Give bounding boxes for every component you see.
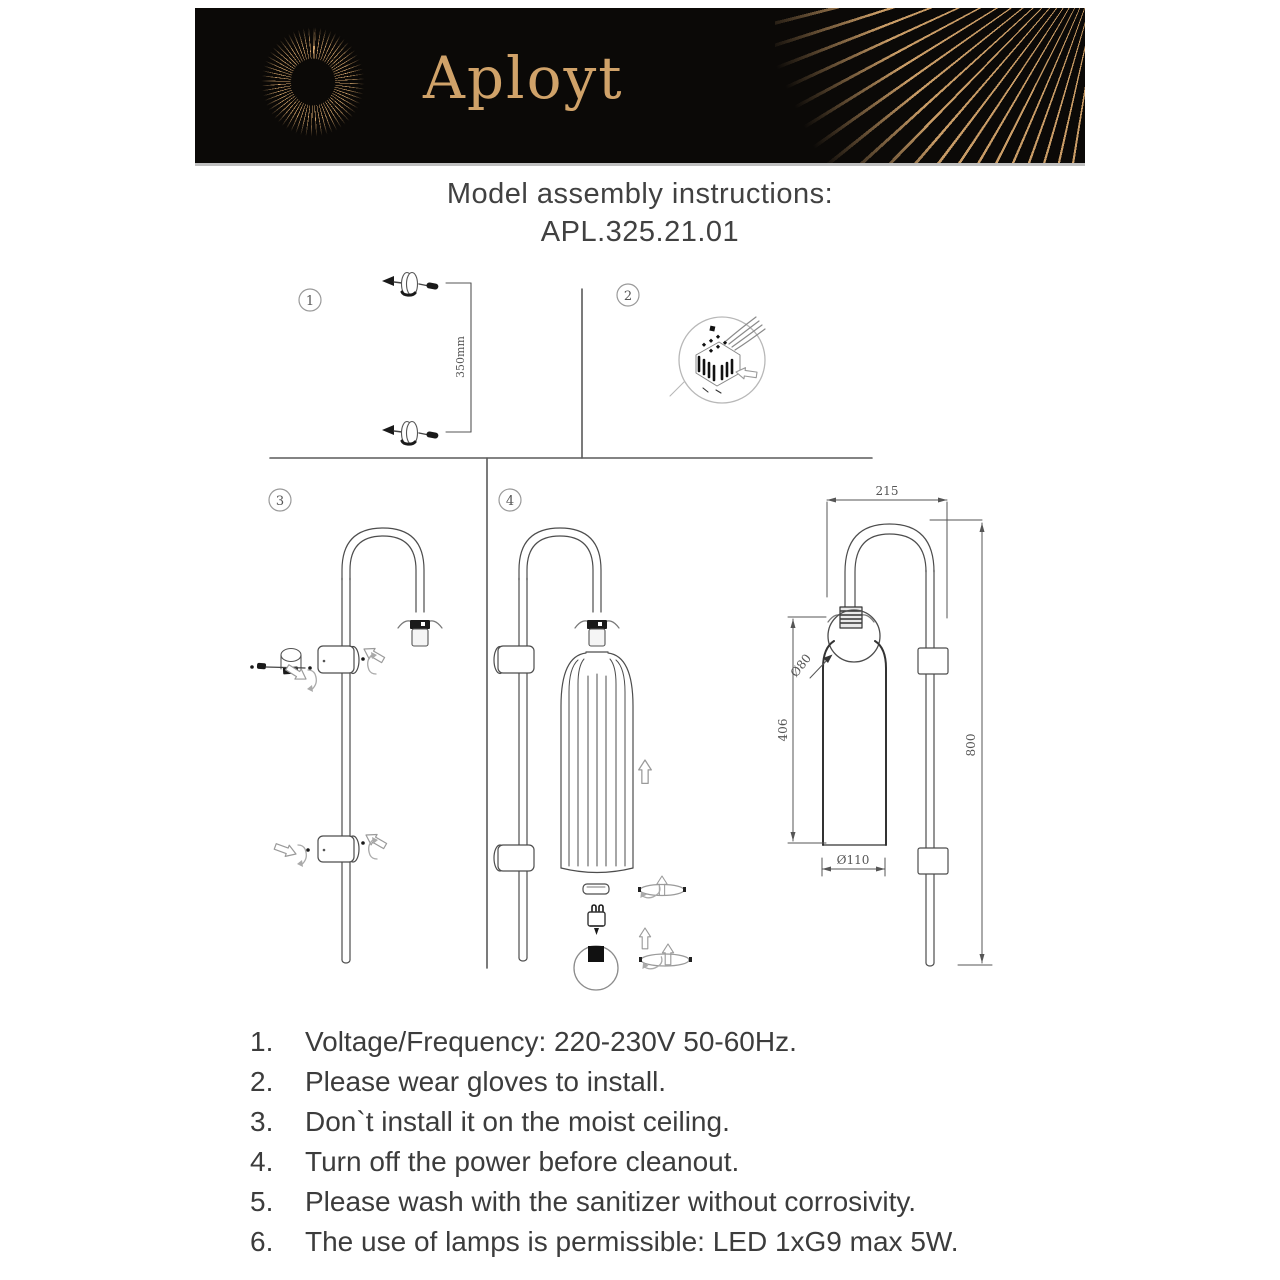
wires [726, 317, 765, 350]
dimension-figure [776, 484, 992, 966]
height-dimension [930, 520, 992, 965]
list-item [250, 1022, 1090, 1062]
instructions-list [250, 1022, 1090, 1262]
lower-bracket [318, 836, 359, 862]
pole-brackets [494, 646, 534, 871]
model-number: APL.325.21.01 [540, 216, 740, 248]
g9-bulb [588, 905, 605, 935]
upper-bracket [250, 646, 359, 674]
item-number: 1. [250, 1026, 274, 1057]
retaining-ring [583, 884, 609, 894]
fluted-shade [561, 652, 633, 873]
item-number: 4. [250, 1146, 274, 1177]
step1-anchors-figure [299, 273, 471, 445]
item-text: Voltage/Frequency: 220-230V 50-60Hz. [305, 1026, 797, 1057]
pole [519, 528, 601, 961]
item-number: 2. [250, 1066, 274, 1097]
item-number: 3. [250, 1106, 274, 1137]
ball-diameter-label: Ø80 [787, 651, 815, 680]
anchor-bottom [382, 422, 439, 445]
terminal-block [696, 335, 740, 386]
step2-label: 2 [623, 289, 633, 304]
list-item [250, 1222, 1090, 1262]
lamp-socket [398, 620, 442, 646]
width-label: 215 [875, 484, 899, 498]
pole [845, 524, 934, 966]
section-dividers [270, 289, 872, 968]
page-title: Model assembly instructions: [446, 178, 834, 210]
item-text: Don`t install it on the moist ceiling. [305, 1106, 730, 1137]
item-number: 6. [250, 1226, 274, 1257]
height-label: 800 [964, 733, 978, 757]
item-text: Please wash with the sanitizer without corrosivity. [305, 1186, 917, 1217]
wire-clamp-dot [709, 326, 715, 332]
step3-label: 3 [275, 494, 285, 509]
item-text: The use of lamps is permissible: LED 1xG9 max 5W. [305, 1226, 959, 1257]
shade-height-label: 406 [776, 718, 790, 742]
pole-brackets [918, 648, 948, 874]
item-number: 5. [250, 1186, 274, 1217]
list-item [250, 1182, 1090, 1222]
list-item [250, 1142, 1090, 1182]
step1-label: 1 [305, 294, 315, 309]
screw-ticks [703, 388, 721, 393]
anchor-top [382, 273, 439, 296]
item-text: Please wear gloves to install. [305, 1066, 667, 1097]
lamp-socket [575, 620, 619, 646]
glass-ball [574, 946, 618, 990]
assembly-arrows [638, 760, 692, 972]
step4-shade-figure [494, 489, 692, 990]
pole [342, 528, 424, 963]
shade-diameter-label: Ø110 [836, 853, 870, 867]
step4-label: 4 [505, 494, 515, 509]
mount-spacing-label: 350mm [454, 336, 467, 378]
list-item [250, 1062, 1090, 1102]
item-text: Turn off the power before cleanout. [305, 1146, 740, 1177]
shade-outline [823, 641, 886, 845]
brand-name: Aployt [423, 44, 624, 112]
step3-pole-figure [250, 489, 442, 963]
shade-height-dimension [788, 617, 826, 843]
step2-wiring-detail-figure [617, 284, 765, 403]
list-item [250, 1102, 1090, 1142]
